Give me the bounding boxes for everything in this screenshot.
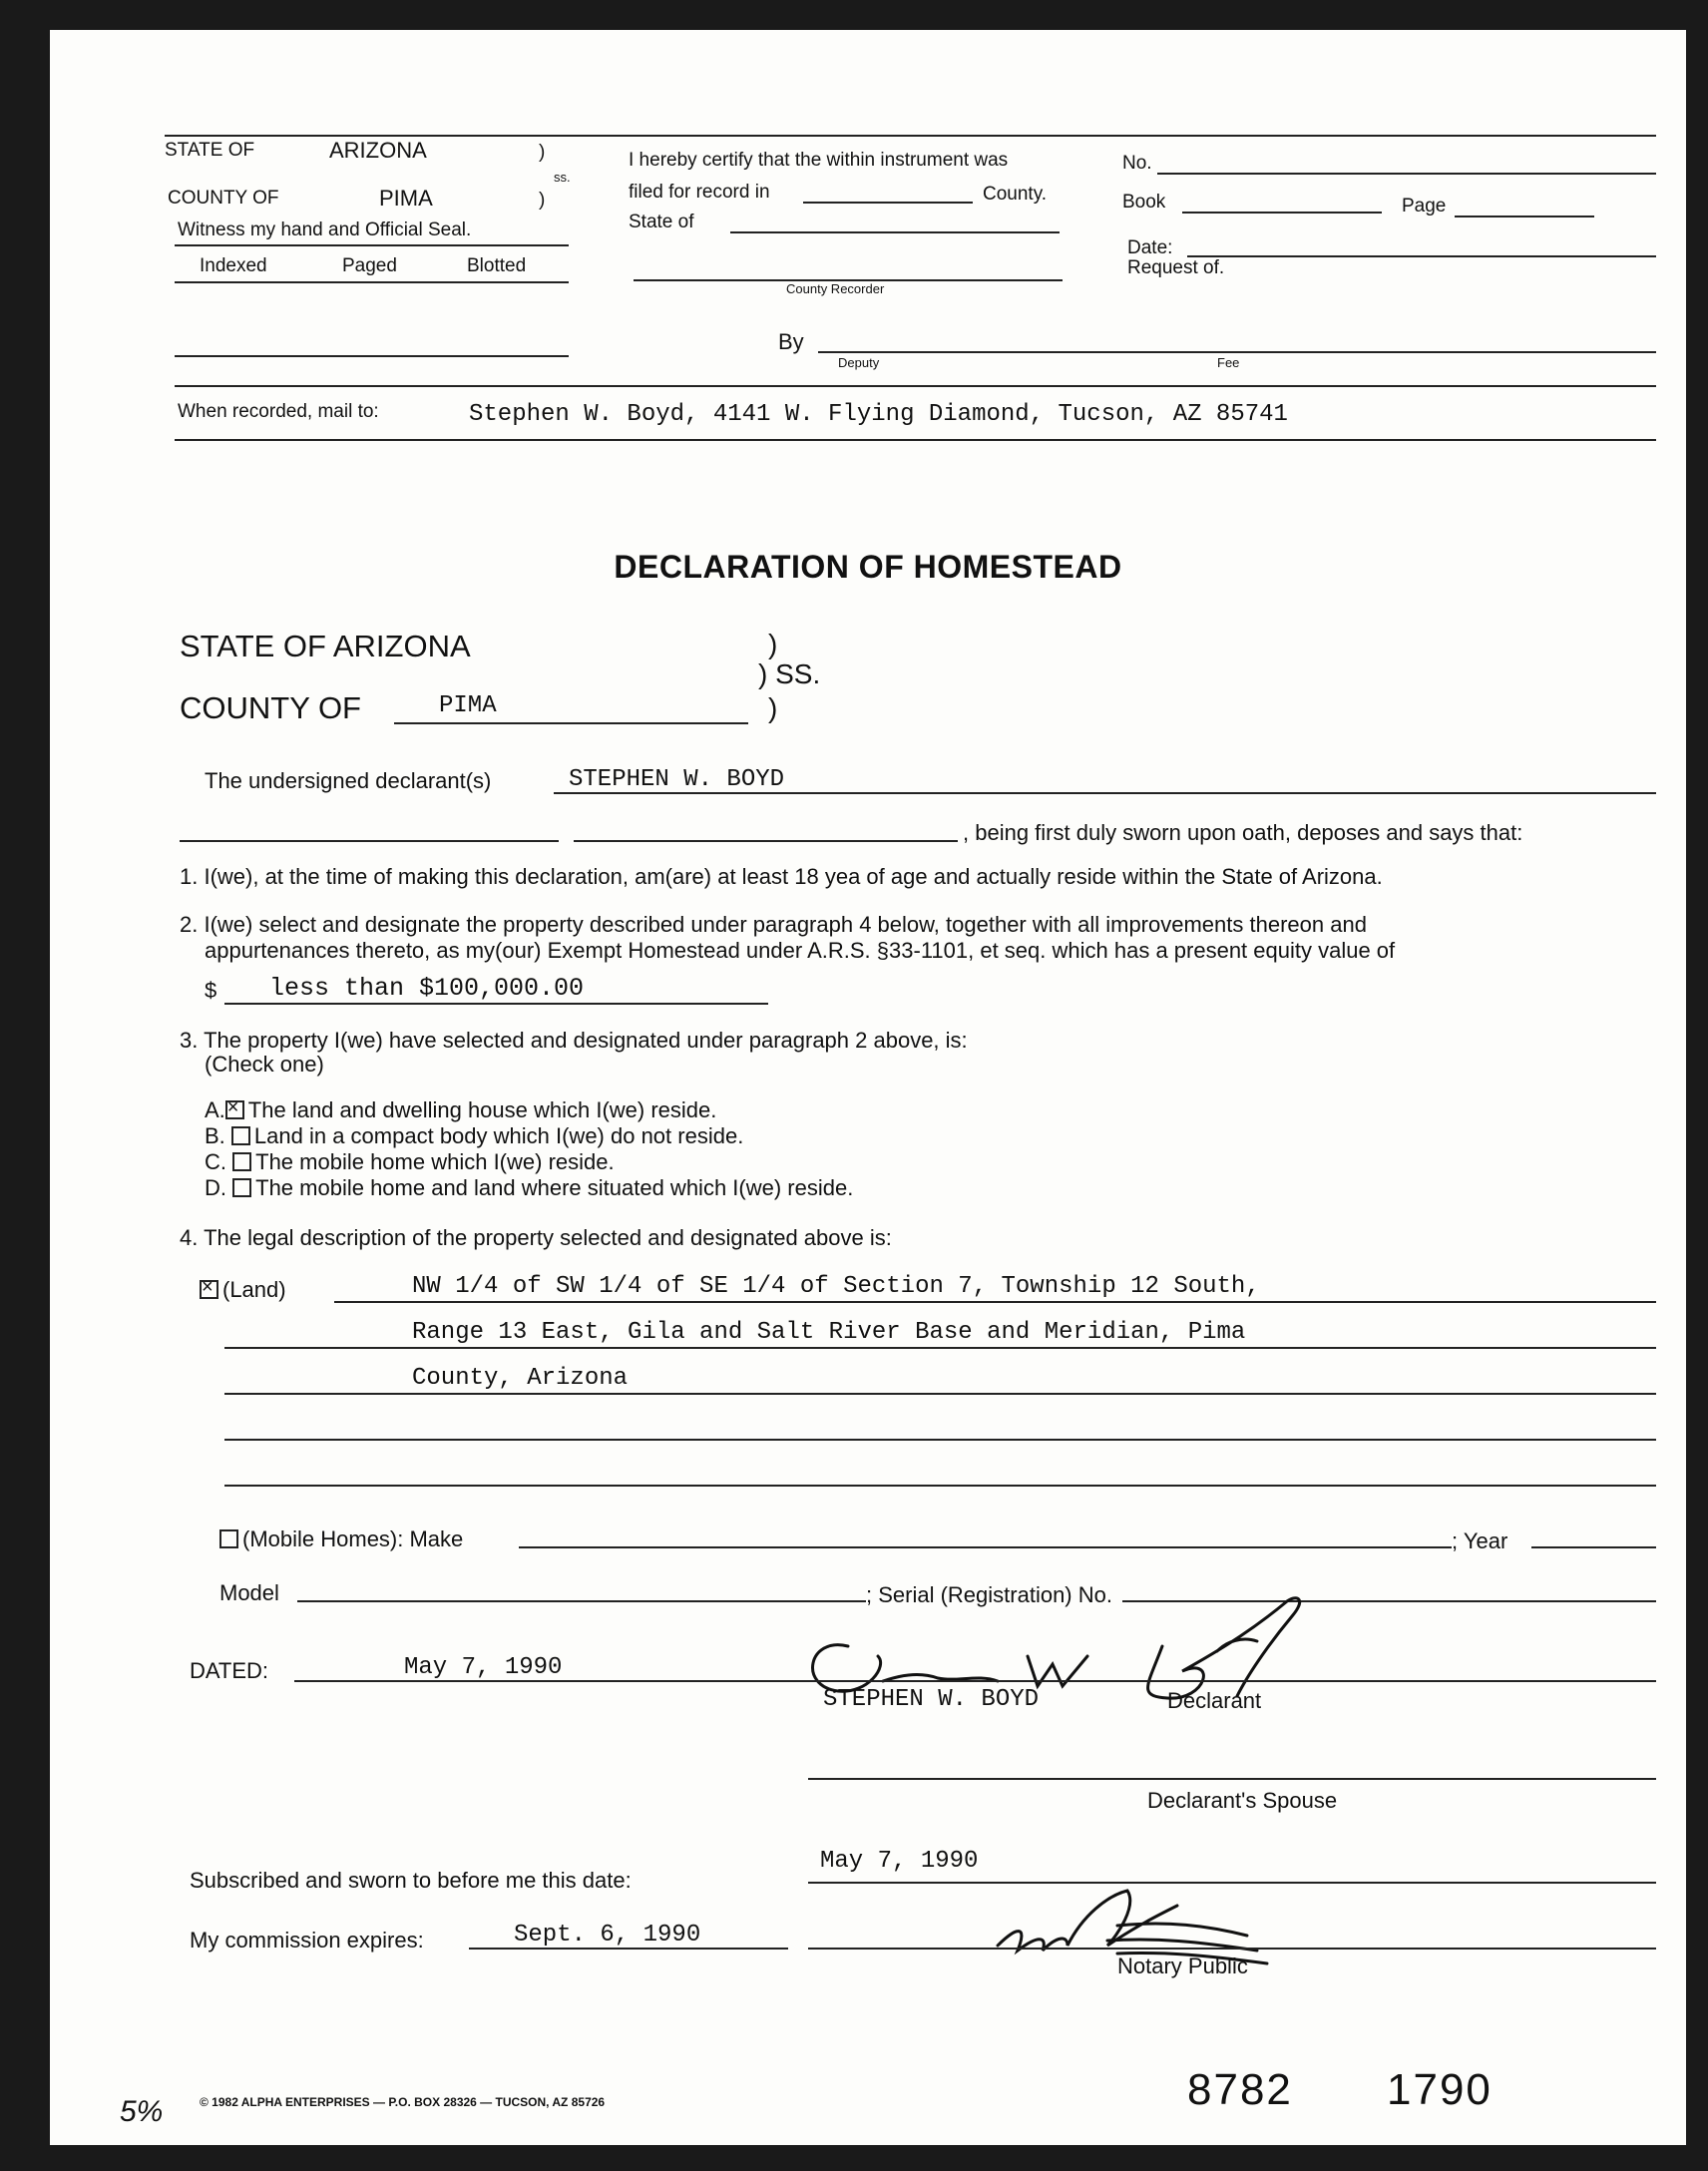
publisher-imprint: © 1982 ALPHA ENTERPRISES — P.O. BOX 28326 — TUCSON, AZ 85726 (200, 2095, 606, 2109)
paged-label: Paged (342, 255, 397, 276)
certify-state: State of (629, 212, 694, 232)
sworn-value: May 7, 1990 (820, 1848, 979, 1875)
date-label: Date: (1127, 237, 1173, 258)
paragraph-3-line1: 3. The property I(we) have selected and designated under paragraph 2 above, is: (180, 1028, 968, 1053)
model-label: Model (219, 1580, 279, 1605)
document-title: DECLARATION OF HOMESTEAD (614, 549, 1122, 585)
indexed-label: Indexed (200, 255, 267, 276)
date-blank (1187, 255, 1656, 257)
legal-rule-1 (334, 1301, 1656, 1303)
county-recorder-label: County Recorder (786, 281, 885, 296)
certify-state-blank (730, 231, 1060, 233)
declarant-blank-3 (574, 840, 958, 842)
fee-label: Fee (1217, 355, 1240, 370)
recording-witness: Witness my hand and Official Seal. (178, 219, 472, 240)
option-b (205, 1123, 743, 1149)
recording-brace-1: ) (539, 142, 546, 163)
option-d (205, 1175, 853, 1201)
declarant-sworn: , being first duly sworn upon oath, deposes and says that: (963, 820, 1523, 845)
commission-blank (469, 1948, 788, 1950)
option-d-checkbox[interactable] (232, 1178, 251, 1197)
paragraph-4: 4. The legal description of the property selected and designated above is: (180, 1225, 892, 1250)
recording-county-value: PIMA (379, 186, 433, 211)
notary-label: Notary Public (1117, 1954, 1248, 1978)
certify-filed: filed for record in (629, 182, 770, 203)
certify-county: County. (983, 184, 1048, 205)
book-label: Book (1122, 192, 1166, 213)
venue-ss: ) SS. (758, 658, 821, 689)
year-blank (1531, 1546, 1656, 1548)
sworn-label: Subscribed and sworn to before me this date: (190, 1868, 632, 1893)
header-rule-top (165, 135, 1656, 137)
option-c-text: The mobile home which I(we) reside. (255, 1149, 615, 1174)
equity-blank (224, 1003, 768, 1005)
recording-ss: ss. (554, 170, 571, 185)
option-d-letter: D. (205, 1175, 226, 1200)
paragraph-1: 1. I(we), at the time of making this declaration, am(are) at least 18 yea of age and actually reside within the State of Arizona. (180, 864, 1383, 889)
declarant-blank (554, 792, 1656, 794)
indexed-blank-rule (175, 355, 569, 357)
venue-brace-3: ) (768, 692, 778, 723)
no-label: No. (1122, 153, 1152, 174)
page-label: Page (1402, 196, 1447, 217)
option-b-letter: B. (205, 1123, 225, 1148)
year-label: ; Year (1452, 1528, 1508, 1553)
venue-ss-text: SS. (775, 658, 821, 689)
option-a (205, 1097, 716, 1123)
option-c (205, 1149, 615, 1175)
mobile-make-label: (Mobile Homes): Make (242, 1526, 464, 1551)
dated-blank (294, 1680, 788, 1682)
option-b-text: Land in a compact body which I(we) do not reside. (253, 1123, 744, 1148)
legal-rule-2 (224, 1347, 1656, 1349)
commission-label: My commission expires: (190, 1928, 424, 1953)
mobile-make (219, 1526, 463, 1552)
legal-rule-5 (224, 1485, 1656, 1487)
option-d-text: The mobile home and land where situated which I(we) reside. (255, 1175, 854, 1200)
paragraph-2-line1: 2. I(we) select and designate the property described under paragraph 4 below, together with all improvements thereon and (180, 912, 1367, 937)
land-option (200, 1277, 286, 1303)
legal-rule-4 (224, 1439, 1656, 1441)
indexed-rule (175, 281, 569, 283)
venue-county-label: COUNTY OF (180, 690, 361, 725)
witness-rule (175, 244, 569, 246)
by-label: By (778, 329, 804, 354)
legal-line-1: NW 1/4 of SW 1/4 of SE 1/4 of Section 7, Township 12 South, (412, 1273, 1260, 1300)
land-label: (Land) (222, 1277, 286, 1302)
blotted-label: Blotted (467, 255, 527, 276)
deputy-label: Deputy (838, 355, 880, 370)
option-a-checkbox[interactable] (225, 1100, 244, 1119)
declarant-value: STEPHEN W. BOYD (569, 766, 785, 793)
header-rule-bottom (175, 439, 1656, 441)
commission-value: Sept. 6, 1990 (514, 1922, 701, 1949)
paragraph-3-line2: (Check one) (205, 1052, 324, 1077)
declarant-sign-rule (788, 1680, 1656, 1682)
option-c-letter: C. (205, 1149, 226, 1174)
model-blank (297, 1600, 866, 1602)
mail-to-label: When recorded, mail to: (178, 401, 379, 422)
venue-state: STATE OF ARIZONA (180, 629, 471, 663)
legal-line-3: County, Arizona (412, 1365, 629, 1392)
recording-county-label: COUNTY OF (168, 188, 279, 209)
notary-sign-rule (808, 1948, 1656, 1950)
filed-county-blank (803, 202, 973, 204)
spouse-sign-rule (808, 1778, 1656, 1780)
header-rule-mid (175, 385, 1656, 387)
dated-value: May 7, 1990 (404, 1654, 563, 1681)
declarant-blank-2 (180, 840, 559, 842)
option-b-checkbox[interactable] (231, 1126, 250, 1145)
option-c-checkbox[interactable] (232, 1152, 251, 1171)
by-rule (818, 351, 1656, 353)
recording-brace-2: ) (539, 190, 546, 211)
page-blank (1455, 216, 1594, 217)
option-a-text: The land and dwelling house which I(we) reside. (247, 1097, 717, 1122)
recording-state-value: ARIZONA (329, 138, 427, 163)
legal-rule-3 (224, 1393, 1656, 1395)
venue-county-value: PIMA (439, 692, 497, 719)
paragraph-2-line2: appurtenances thereto, as my(our) Exempt Homestead under A.R.S. §33-1101, et seq. which has a present equity value of (205, 938, 1396, 963)
book-blank (1182, 212, 1382, 214)
venue-county-blank (394, 722, 748, 724)
recording-state-label: STATE OF (165, 140, 255, 161)
certify-line1: I hereby certify that the within instrument was (629, 150, 1009, 171)
mobile-make-blank (519, 1546, 1452, 1548)
mail-to-value: Stephen W. Boyd, 4141 W. Flying Diamond, Tucson, AZ 85741 (469, 401, 1288, 428)
option-a-letter: A. (205, 1097, 225, 1122)
declarant-printed-name: STEPHEN W. BOYD (823, 1686, 1040, 1713)
serial-label: ; Serial (Registration) No. (866, 1582, 1112, 1607)
land-checkbox[interactable] (200, 1280, 218, 1299)
legal-line-2: Range 13 East, Gila and Salt River Base and Meridian, Pima (412, 1319, 1246, 1346)
equity-value: less than $100,000.00 (269, 974, 585, 1003)
request-of-label: Request of. (1127, 257, 1225, 278)
dollar-sign: $ (205, 978, 217, 1003)
spouse-sign-label: Declarant's Spouse (1147, 1788, 1338, 1813)
no-blank (1157, 173, 1656, 175)
declarant-label: The undersigned declarant(s) (205, 768, 492, 793)
venue-brace-1: ) (768, 629, 778, 659)
margin-mark: 5% (120, 2095, 164, 2128)
document-page-number: 1790 (1387, 2065, 1493, 2114)
declarant-sign-label: Declarant (1167, 1688, 1262, 1713)
dated-label: DATED: (190, 1658, 269, 1683)
document-number: 8782 (1187, 2065, 1293, 2114)
document-page (50, 30, 1686, 2145)
mobile-checkbox[interactable] (219, 1529, 238, 1548)
